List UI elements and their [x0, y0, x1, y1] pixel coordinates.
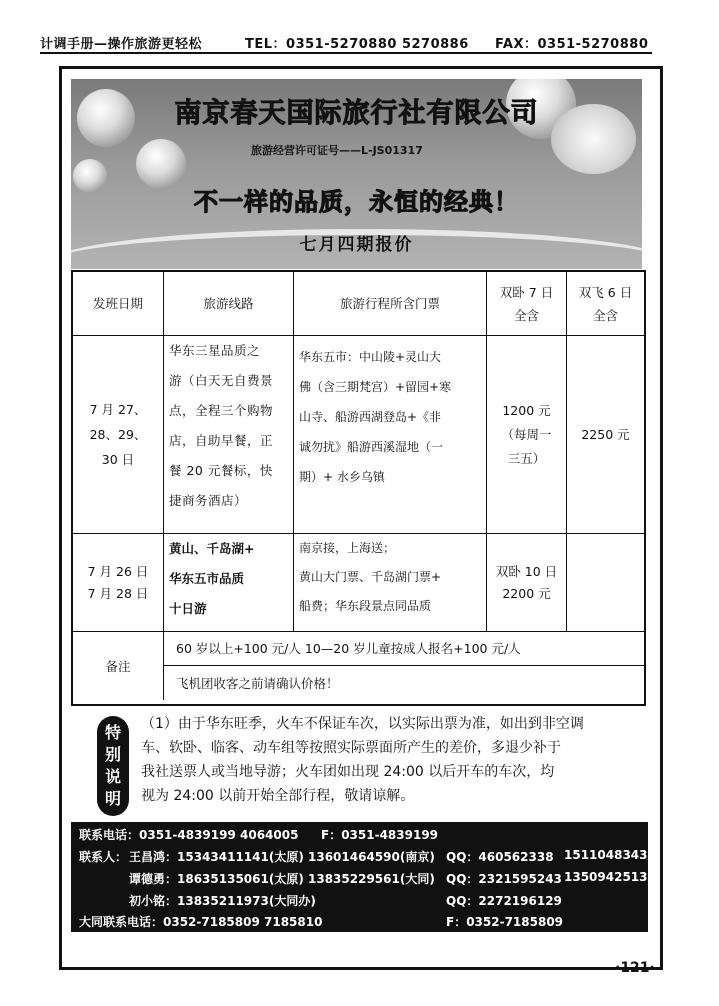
price-line: （每周一: [501, 426, 552, 442]
header-flight-line1: 双飞 6 日: [578, 284, 633, 300]
contact-extra-1: 1511048343: [564, 848, 648, 862]
row2-train-price: [487, 534, 567, 632]
header-fax: FAX：0351-5270880: [495, 37, 649, 52]
contact-person-2: 谭德勇：18635135061(太原) 13835229561(大同): [129, 872, 435, 886]
header-train-line2: 全含: [513, 307, 539, 323]
note-line: 我社送票人或当地导游；火车团如出现 24:00 以后开车的车次，均: [141, 764, 555, 780]
special-badge: [97, 716, 129, 816]
badge-char: 明: [104, 789, 121, 808]
remarks-line-2: 飞机团收客之前请确认价格！: [176, 675, 339, 691]
header-flight-line2: 全含: [592, 307, 618, 323]
slogan: 不一样的品质，永恒的经典！: [194, 188, 519, 216]
row1-date: [73, 336, 164, 534]
row1-flight-price: 2250 元: [567, 336, 644, 534]
route-line: 华东五市品质: [169, 571, 245, 586]
date-line: 7 月 27、: [89, 402, 147, 417]
page-number: ·121·: [615, 960, 655, 976]
price-line: 双卧 10 日: [495, 563, 558, 579]
row2-itinerary: [294, 534, 487, 632]
price-line: 1200 元: [502, 402, 551, 418]
license-number: 旅游经营许可证号——L-JS01317: [251, 144, 423, 157]
contact-qq-1: QQ：460562338: [446, 850, 554, 864]
row2-flight-price: [567, 534, 644, 632]
note-line: 车、软卧、临客、动车组等按照实际票面所产生的差价，多退少补于: [141, 740, 561, 756]
itinerary-line: 船费；华东段景点同品质: [299, 599, 432, 613]
special-note-text: [141, 712, 641, 808]
contact-box: [71, 822, 648, 932]
itinerary-line: 期）+ 水乡乌镇: [299, 470, 385, 484]
contact-qq-3: QQ：2272196129: [446, 894, 562, 908]
contact-fax: F：0351-4839199: [321, 828, 439, 842]
header-tel: TEL：0351-5270880 5270886: [245, 37, 469, 52]
route-line: 华东三星品质之: [169, 343, 261, 358]
header-route: 旅游线路: [164, 272, 294, 336]
route-line: 黄山、千岛湖+: [169, 541, 255, 556]
date-line: 28、29、: [89, 427, 147, 442]
route-line: 店，自助早餐，正: [169, 433, 274, 448]
route-line: 捷商务酒店）: [169, 493, 248, 508]
route-line: 十日游: [169, 601, 207, 616]
header-rule: [40, 52, 652, 54]
header-train-line1: 双卧 7 日: [499, 284, 554, 300]
header-train: [487, 272, 567, 336]
route-line: 餐 20 元餐标，快: [169, 463, 273, 478]
header-itinerary: 旅游行程所含门票: [294, 272, 487, 336]
header-flight: [567, 272, 644, 336]
note-line: 视为 24:00 以前开始全部行程，敬请谅解。: [141, 788, 415, 804]
itinerary-line: 华东五市：中山陵+灵山大: [299, 350, 442, 364]
row1-itinerary: [294, 336, 487, 534]
row1-route: [164, 336, 294, 534]
header-title: 计调手册—操作旅游更轻松: [40, 37, 203, 52]
badge-char: 别: [104, 745, 121, 764]
row2-date: [73, 534, 164, 632]
badge-char: 特: [104, 723, 121, 742]
top-header: [40, 30, 652, 52]
itinerary-line: 黄山大门票、千岛湖门票+: [299, 570, 442, 584]
special-notes: [71, 710, 642, 818]
remarks-label: 备注: [73, 632, 164, 700]
contact-phone: 联系电话：0351-4839199 4064005: [79, 828, 299, 842]
note-line: （1）由于华东旺季，火车不保证车次，以实际出票为准，如出到非空调: [141, 716, 584, 732]
route-line: 游（白天无自费景: [169, 373, 274, 388]
contact-person-3: 初小铭：13835211973(大同办): [129, 894, 316, 908]
contact-datong: 大同联系电话：0352-7185809 7185810: [79, 915, 323, 929]
price-period-title: 七月四期报价: [299, 235, 414, 255]
row1-train-price: [487, 336, 567, 534]
price-line: 三五）: [507, 450, 546, 466]
date-line: 7 月 26 日: [87, 563, 149, 579]
contact-person-1: 王昌鸿：15343411141(太原) 13601464590(南京): [129, 850, 435, 864]
company-name: 南京春天国际旅行社有限公司: [174, 98, 539, 129]
route-line: 点，全程三个购物: [169, 403, 274, 418]
itinerary-line: 南京接，上海送；: [299, 541, 396, 555]
banner: [71, 79, 642, 269]
date-line: 30 日: [101, 452, 135, 467]
contact-extra-2: 1350942513: [564, 870, 648, 884]
remarks-line-1: 60 岁以上+100 元/人 10—20 岁儿童按成人报名+100 元/人: [164, 632, 644, 666]
header-date: 发班日期: [73, 272, 164, 336]
badge-char: 说: [104, 767, 121, 786]
price-line: 2200 元: [502, 585, 551, 601]
contact-person-label: 联系人：: [79, 850, 128, 864]
contact-fax-2: F：0352-7185809: [446, 915, 564, 929]
row2-route: [164, 534, 294, 632]
date-line: 7 月 28 日: [87, 585, 149, 601]
itinerary-line: 山寺、船游西湖登岛+《非: [299, 410, 442, 424]
itinerary-line: 佛（含三期梵宫）+留园+寒: [299, 380, 452, 394]
itinerary-line: 诚勿扰》船游西溪湿地（一: [299, 440, 444, 454]
contact-qq-2: QQ：2321595243: [446, 872, 562, 886]
price-table: [71, 270, 646, 706]
